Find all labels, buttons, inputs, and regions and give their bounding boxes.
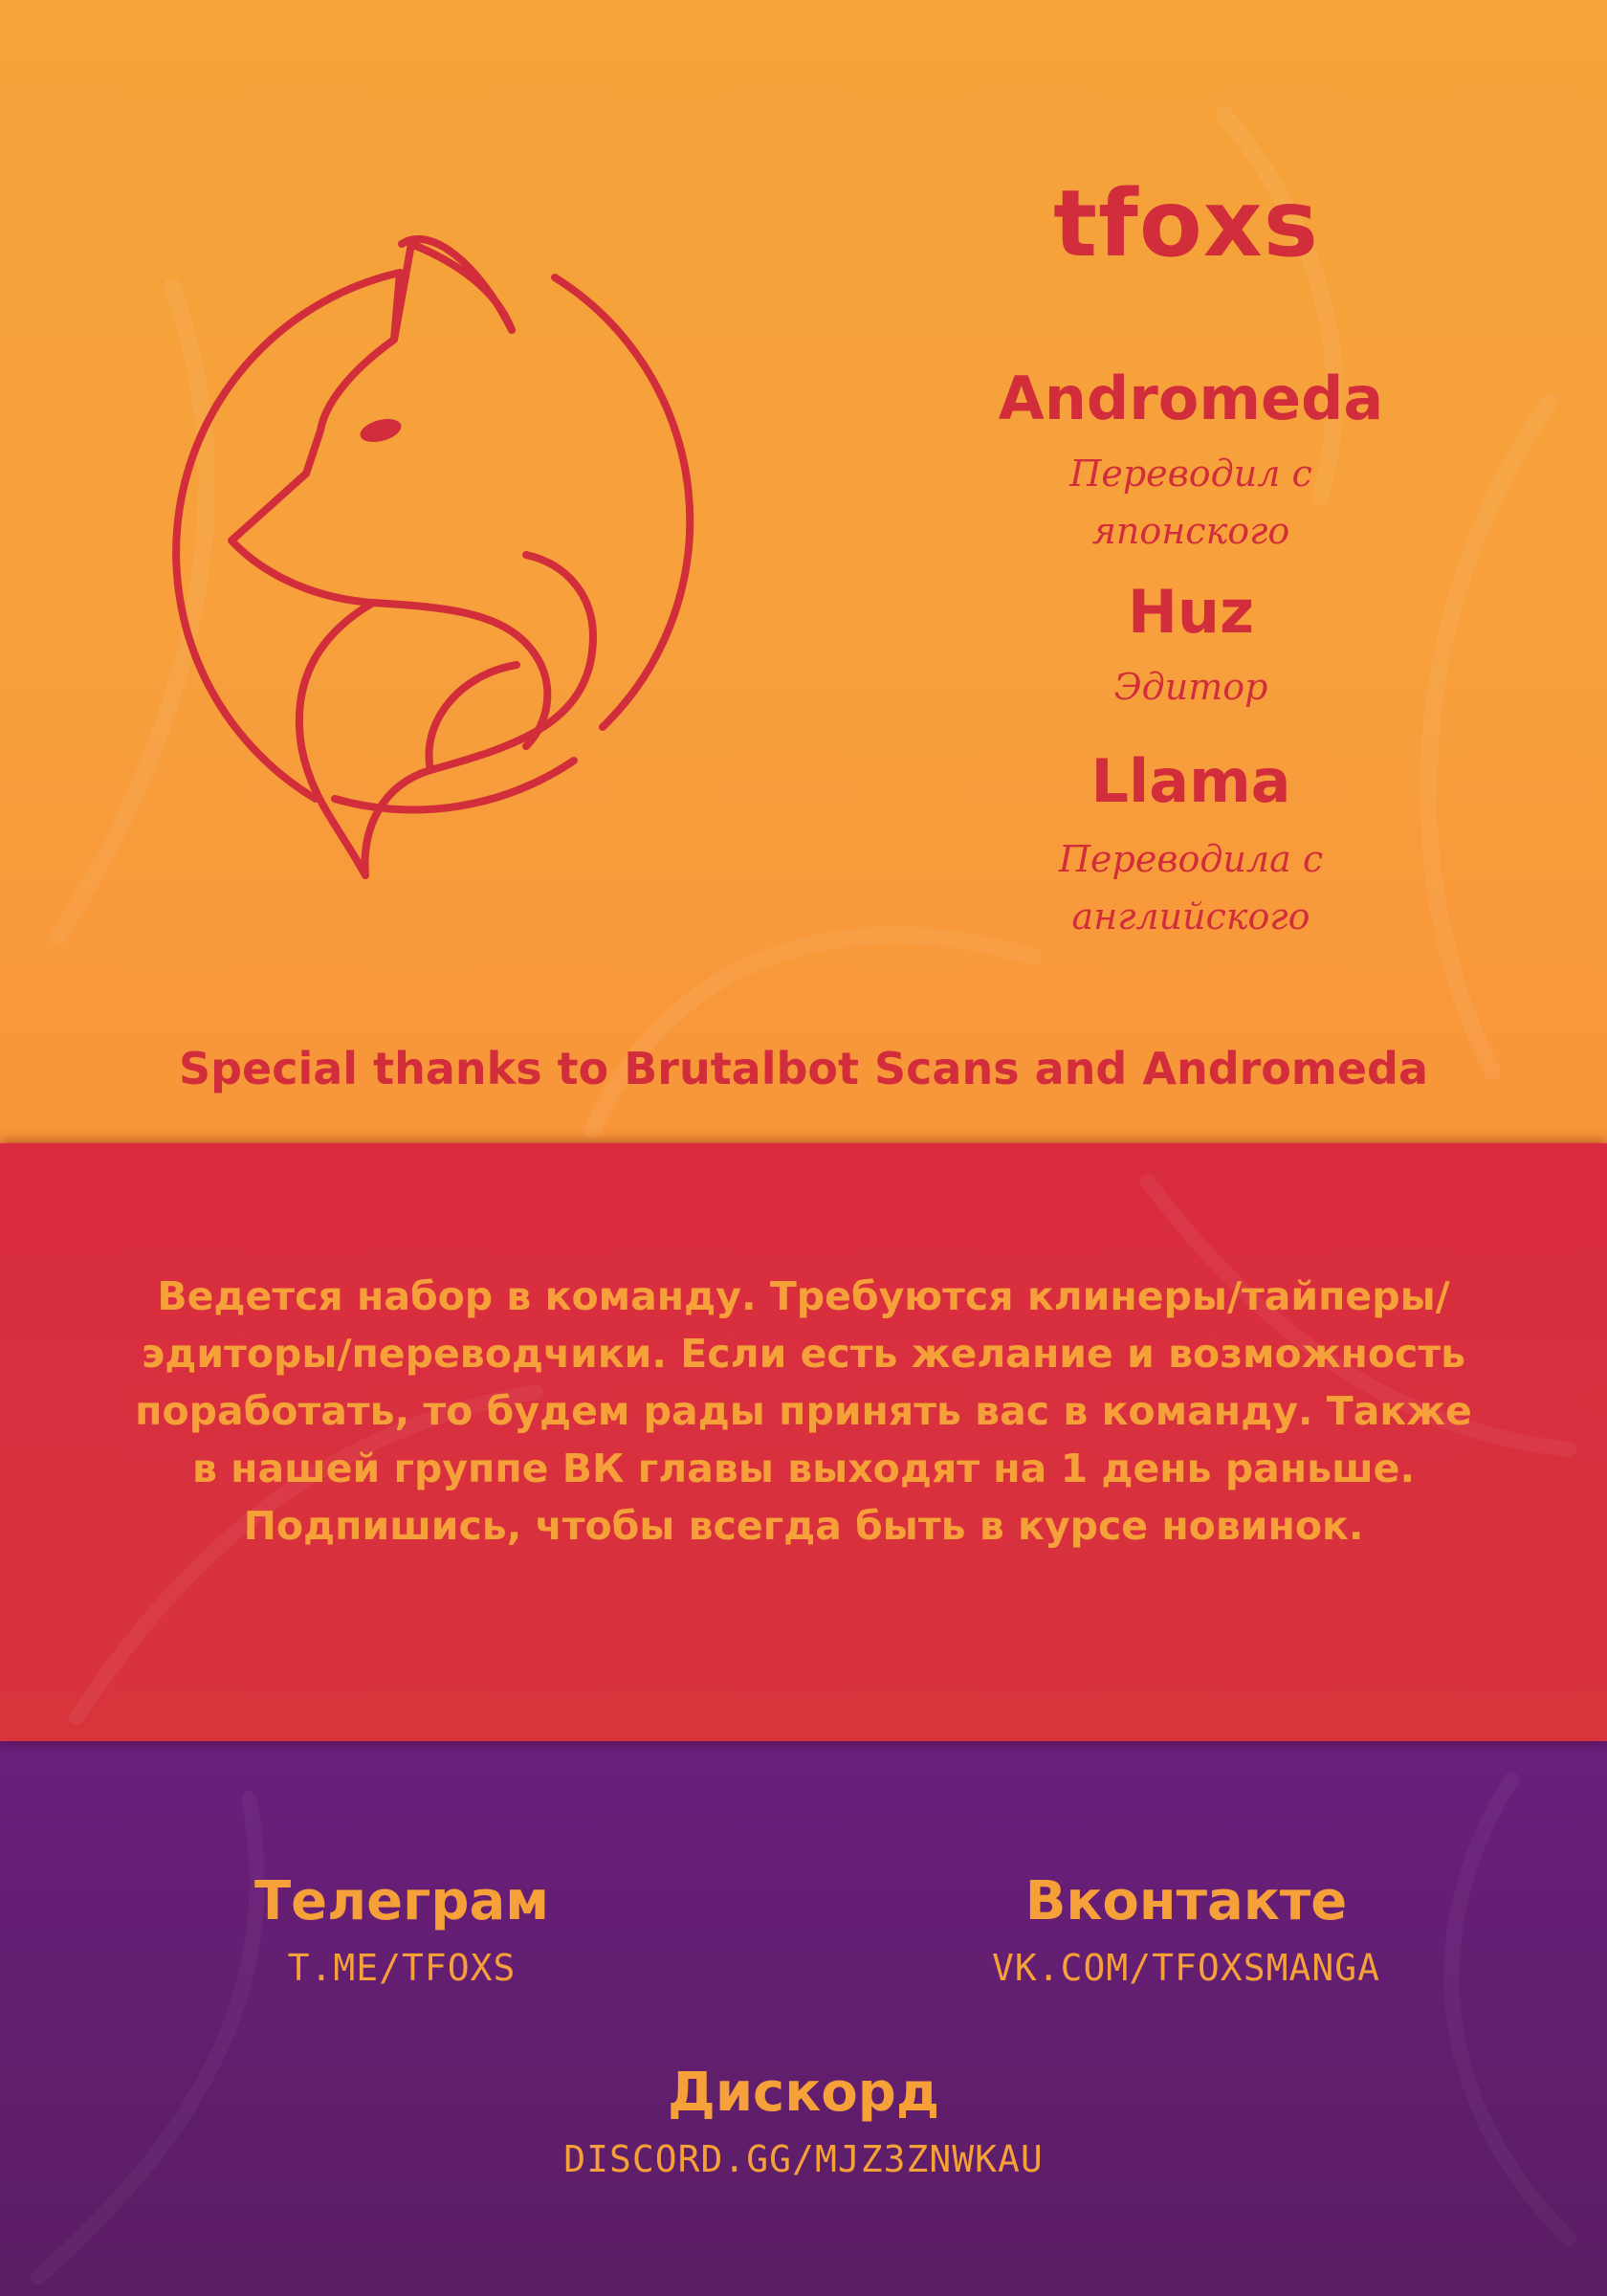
member-name-llama: Llama [1090, 746, 1291, 816]
telegram-title: Телеграм [253, 1870, 550, 1932]
member-role-huz: Эдитор [1113, 666, 1268, 708]
vk-link[interactable]: VK.COM/TFOXSMANGA [992, 1947, 1380, 1989]
member-name-andromeda: Andromeda [998, 364, 1384, 433]
telegram-link[interactable]: T.ME/TFOXS [287, 1947, 517, 1989]
member-role-llama: Переводила с английского [1058, 838, 1324, 938]
links-panel [0, 1741, 1607, 2296]
member-role-andromeda: Переводил с японского [1069, 453, 1312, 552]
discord-link[interactable]: DISCORD.GG/MJZ3ZNWKAU [563, 2138, 1044, 2180]
fox-logo-icon [143, 225, 756, 894]
credits-panel [0, 0, 1607, 1143]
discord-title: Дискорд [667, 2062, 940, 2124]
recruitment-panel [0, 1143, 1607, 1741]
leaf-texture [0, 1741, 1607, 2296]
special-thanks: Special thanks to Brutalbot Scans and Andromeda [178, 1043, 1429, 1094]
member-name-huz: Huz [1127, 577, 1255, 647]
recruitment-text: Ведется набор в команду. Требуются клинеры/тайперы/эдиторы/переводчики. Если есть желание и возможность поработать, то будем рады принять вас в команду. Также в нашей группе ВК главы выходят на 1 день раньше. Подпишись, чтобы всегда быть в курсе новинок. [135, 1273, 1472, 1549]
brand-title: tfoxs [1053, 170, 1319, 277]
vk-title: Вконтакте [1024, 1870, 1348, 1932]
